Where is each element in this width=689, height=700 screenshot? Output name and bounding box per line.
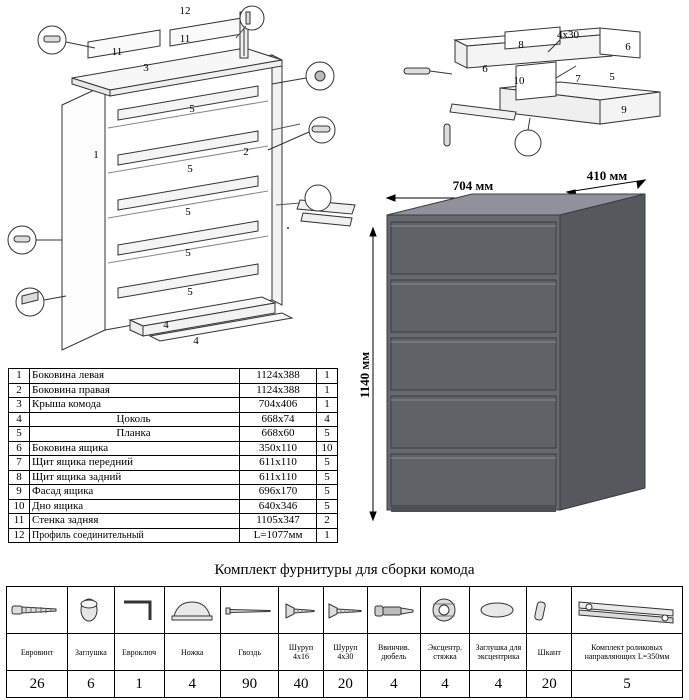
part-dimension: L=1077мм xyxy=(240,528,317,543)
table-row xyxy=(9,441,338,456)
part-number: 11 xyxy=(9,514,30,529)
svg-text:3: 3 xyxy=(143,62,149,74)
euro-key-icon xyxy=(114,587,164,634)
part-name: Боковина ящика xyxy=(30,441,240,456)
part-name: Стенка задняя xyxy=(30,514,240,529)
part-quantity: 1 xyxy=(317,383,338,398)
svg-text:6: 6 xyxy=(482,63,488,75)
part-name: Щит ящика задний xyxy=(30,470,240,485)
part-number: 5 xyxy=(9,427,30,442)
part-dimension: 1124х388 xyxy=(240,383,317,398)
svg-text:1: 1 xyxy=(93,149,99,161)
part-quantity: 1 xyxy=(317,528,338,543)
part-dimension: 1124х388 xyxy=(240,369,317,384)
table-row xyxy=(9,514,338,529)
table-row xyxy=(9,427,338,442)
part-name: Крыша комода xyxy=(30,398,240,413)
part-dimension: 350х110 xyxy=(240,441,317,456)
part-name: Цоколь xyxy=(30,412,240,427)
hardware-qty: 20 xyxy=(323,671,367,698)
svg-text:2: 2 xyxy=(243,146,249,158)
hardware-label: Шуруп 4х30 xyxy=(323,634,367,671)
part-quantity: 5 xyxy=(317,470,338,485)
svg-text:10: 10 xyxy=(513,75,525,87)
table-row xyxy=(9,456,338,471)
part-quantity: 5 xyxy=(317,456,338,471)
part-quantity: 5 xyxy=(317,485,338,500)
part-number: 8 xyxy=(9,470,30,485)
table-row xyxy=(9,499,338,514)
cabinet-height-dim: 1140 мм xyxy=(357,351,372,399)
hardware-label: Заглушка для эксцентрика xyxy=(470,634,527,671)
part-dimension: 640х346 xyxy=(240,499,317,514)
svg-text:6: 6 xyxy=(625,41,631,53)
part-dimension: 668х60 xyxy=(240,427,317,442)
hardware-label: Евровинт xyxy=(7,634,68,671)
part-name: Боковина правая xyxy=(30,383,240,398)
part-number: 4 xyxy=(9,412,30,427)
hardware-label: Комплект роликовых направляющих L=350мм xyxy=(572,634,683,671)
hardware-labels-row xyxy=(7,634,683,671)
screw-4x30-icon xyxy=(323,587,367,634)
part-quantity: 1 xyxy=(317,369,338,384)
hardware-label: Эксцентр. стяжка xyxy=(420,634,470,671)
table-row xyxy=(9,369,338,384)
svg-text:5: 5 xyxy=(187,286,193,298)
svg-text:4x30: 4x30 xyxy=(557,29,579,41)
svg-text:11: 11 xyxy=(111,46,123,58)
part-dimension: 696х170 xyxy=(240,485,317,500)
part-number: 7 xyxy=(9,456,30,471)
svg-text:11: 11 xyxy=(179,33,191,45)
part-dimension: 668х74 xyxy=(240,412,317,427)
hardware-label: Ввинчив. дюбель xyxy=(368,634,420,671)
hardware-label: Ножка xyxy=(164,634,220,671)
hardware-qty: 20 xyxy=(527,671,572,698)
hardware-qty: 4 xyxy=(368,671,420,698)
hardware-section-title: Комплект фурнитуры для сборки комода xyxy=(214,562,475,578)
part-name: Профиль соединительный xyxy=(30,528,240,543)
part-name: Щит ящика передний xyxy=(30,456,240,471)
part-name: Дно ящика xyxy=(30,499,240,514)
hardware-qty: 6 xyxy=(68,671,115,698)
part-number: 6 xyxy=(9,441,30,456)
hardware-qty: 4 xyxy=(164,671,220,698)
svg-text:5: 5 xyxy=(185,206,191,218)
table-row xyxy=(9,383,338,398)
hardware-label: Гвоздь xyxy=(220,634,278,671)
part-quantity: 5 xyxy=(317,427,338,442)
part-name: Боковина левая xyxy=(30,369,240,384)
part-quantity: 1 xyxy=(317,398,338,413)
svg-text:5: 5 xyxy=(185,247,191,259)
hardware-qty: 90 xyxy=(220,671,278,698)
hardware-label: Евроключ xyxy=(114,634,164,671)
hardware-qty: 26 xyxy=(7,671,68,698)
hardware-table xyxy=(6,586,683,698)
table-row xyxy=(9,528,338,543)
cap-icon xyxy=(68,587,115,634)
part-dimension: 704х406 xyxy=(240,398,317,413)
shkant-icon xyxy=(527,587,572,634)
part-dimension: 611х110 xyxy=(240,456,317,471)
table-row xyxy=(9,470,338,485)
part-dimension: 1105х347 xyxy=(240,514,317,529)
hardware-qty: 4 xyxy=(470,671,527,698)
part-number: 3 xyxy=(9,398,30,413)
slides-icon xyxy=(572,587,683,634)
table-row xyxy=(9,412,338,427)
part-quantity: 2 xyxy=(317,514,338,529)
svg-text:5: 5 xyxy=(609,71,615,83)
svg-text:4: 4 xyxy=(193,335,199,347)
svg-text:12: 12 xyxy=(179,5,191,17)
part-name: Планка xyxy=(30,427,240,442)
parts-table-body xyxy=(9,369,338,543)
leg-icon xyxy=(164,587,220,634)
table-row xyxy=(9,485,338,500)
svg-text:4: 4 xyxy=(163,319,169,331)
svg-text:5: 5 xyxy=(189,103,195,115)
hardware-label: Шкант xyxy=(527,634,572,671)
part-number: 10 xyxy=(9,499,30,514)
svg-text:7: 7 xyxy=(575,73,581,85)
parts-table xyxy=(8,368,338,543)
hardware-label: Шуруп 4х16 xyxy=(279,634,323,671)
cabinet-width-dim: 704 мм xyxy=(452,178,494,193)
dowel-icon xyxy=(368,587,420,634)
table-row xyxy=(9,398,338,413)
svg-text:8: 8 xyxy=(518,39,524,51)
part-quantity: 5 xyxy=(317,499,338,514)
part-number: 12 xyxy=(9,528,30,543)
part-name: Фасад ящика xyxy=(30,485,240,500)
hardware-pictures-row xyxy=(7,587,683,634)
part-number: 9 xyxy=(9,485,30,500)
hardware-qty: 5 xyxy=(572,671,683,698)
part-number: 2 xyxy=(9,383,30,398)
svg-text:9: 9 xyxy=(621,104,627,116)
hardware-label: Заглушка xyxy=(68,634,115,671)
hardware-quantities-row xyxy=(7,671,683,698)
svg-text:5: 5 xyxy=(187,163,193,175)
part-dimension: 611х110 xyxy=(240,470,317,485)
part-quantity: 10 xyxy=(317,441,338,456)
screw-4x16-icon xyxy=(279,587,323,634)
nail-icon xyxy=(220,587,278,634)
hardware-qty: 4 xyxy=(420,671,470,698)
part-number: 1 xyxy=(9,369,30,384)
dimensioned-cabinet-view xyxy=(355,170,685,560)
euro-screw-icon xyxy=(7,587,68,634)
hardware-qty: 40 xyxy=(279,671,323,698)
part-quantity: 4 xyxy=(317,412,338,427)
cabinet-depth-dim: 410 мм xyxy=(586,170,628,183)
hardware-qty: 1 xyxy=(114,671,164,698)
eccentric-cap-icon xyxy=(470,587,527,634)
eccentric-icon xyxy=(420,587,470,634)
